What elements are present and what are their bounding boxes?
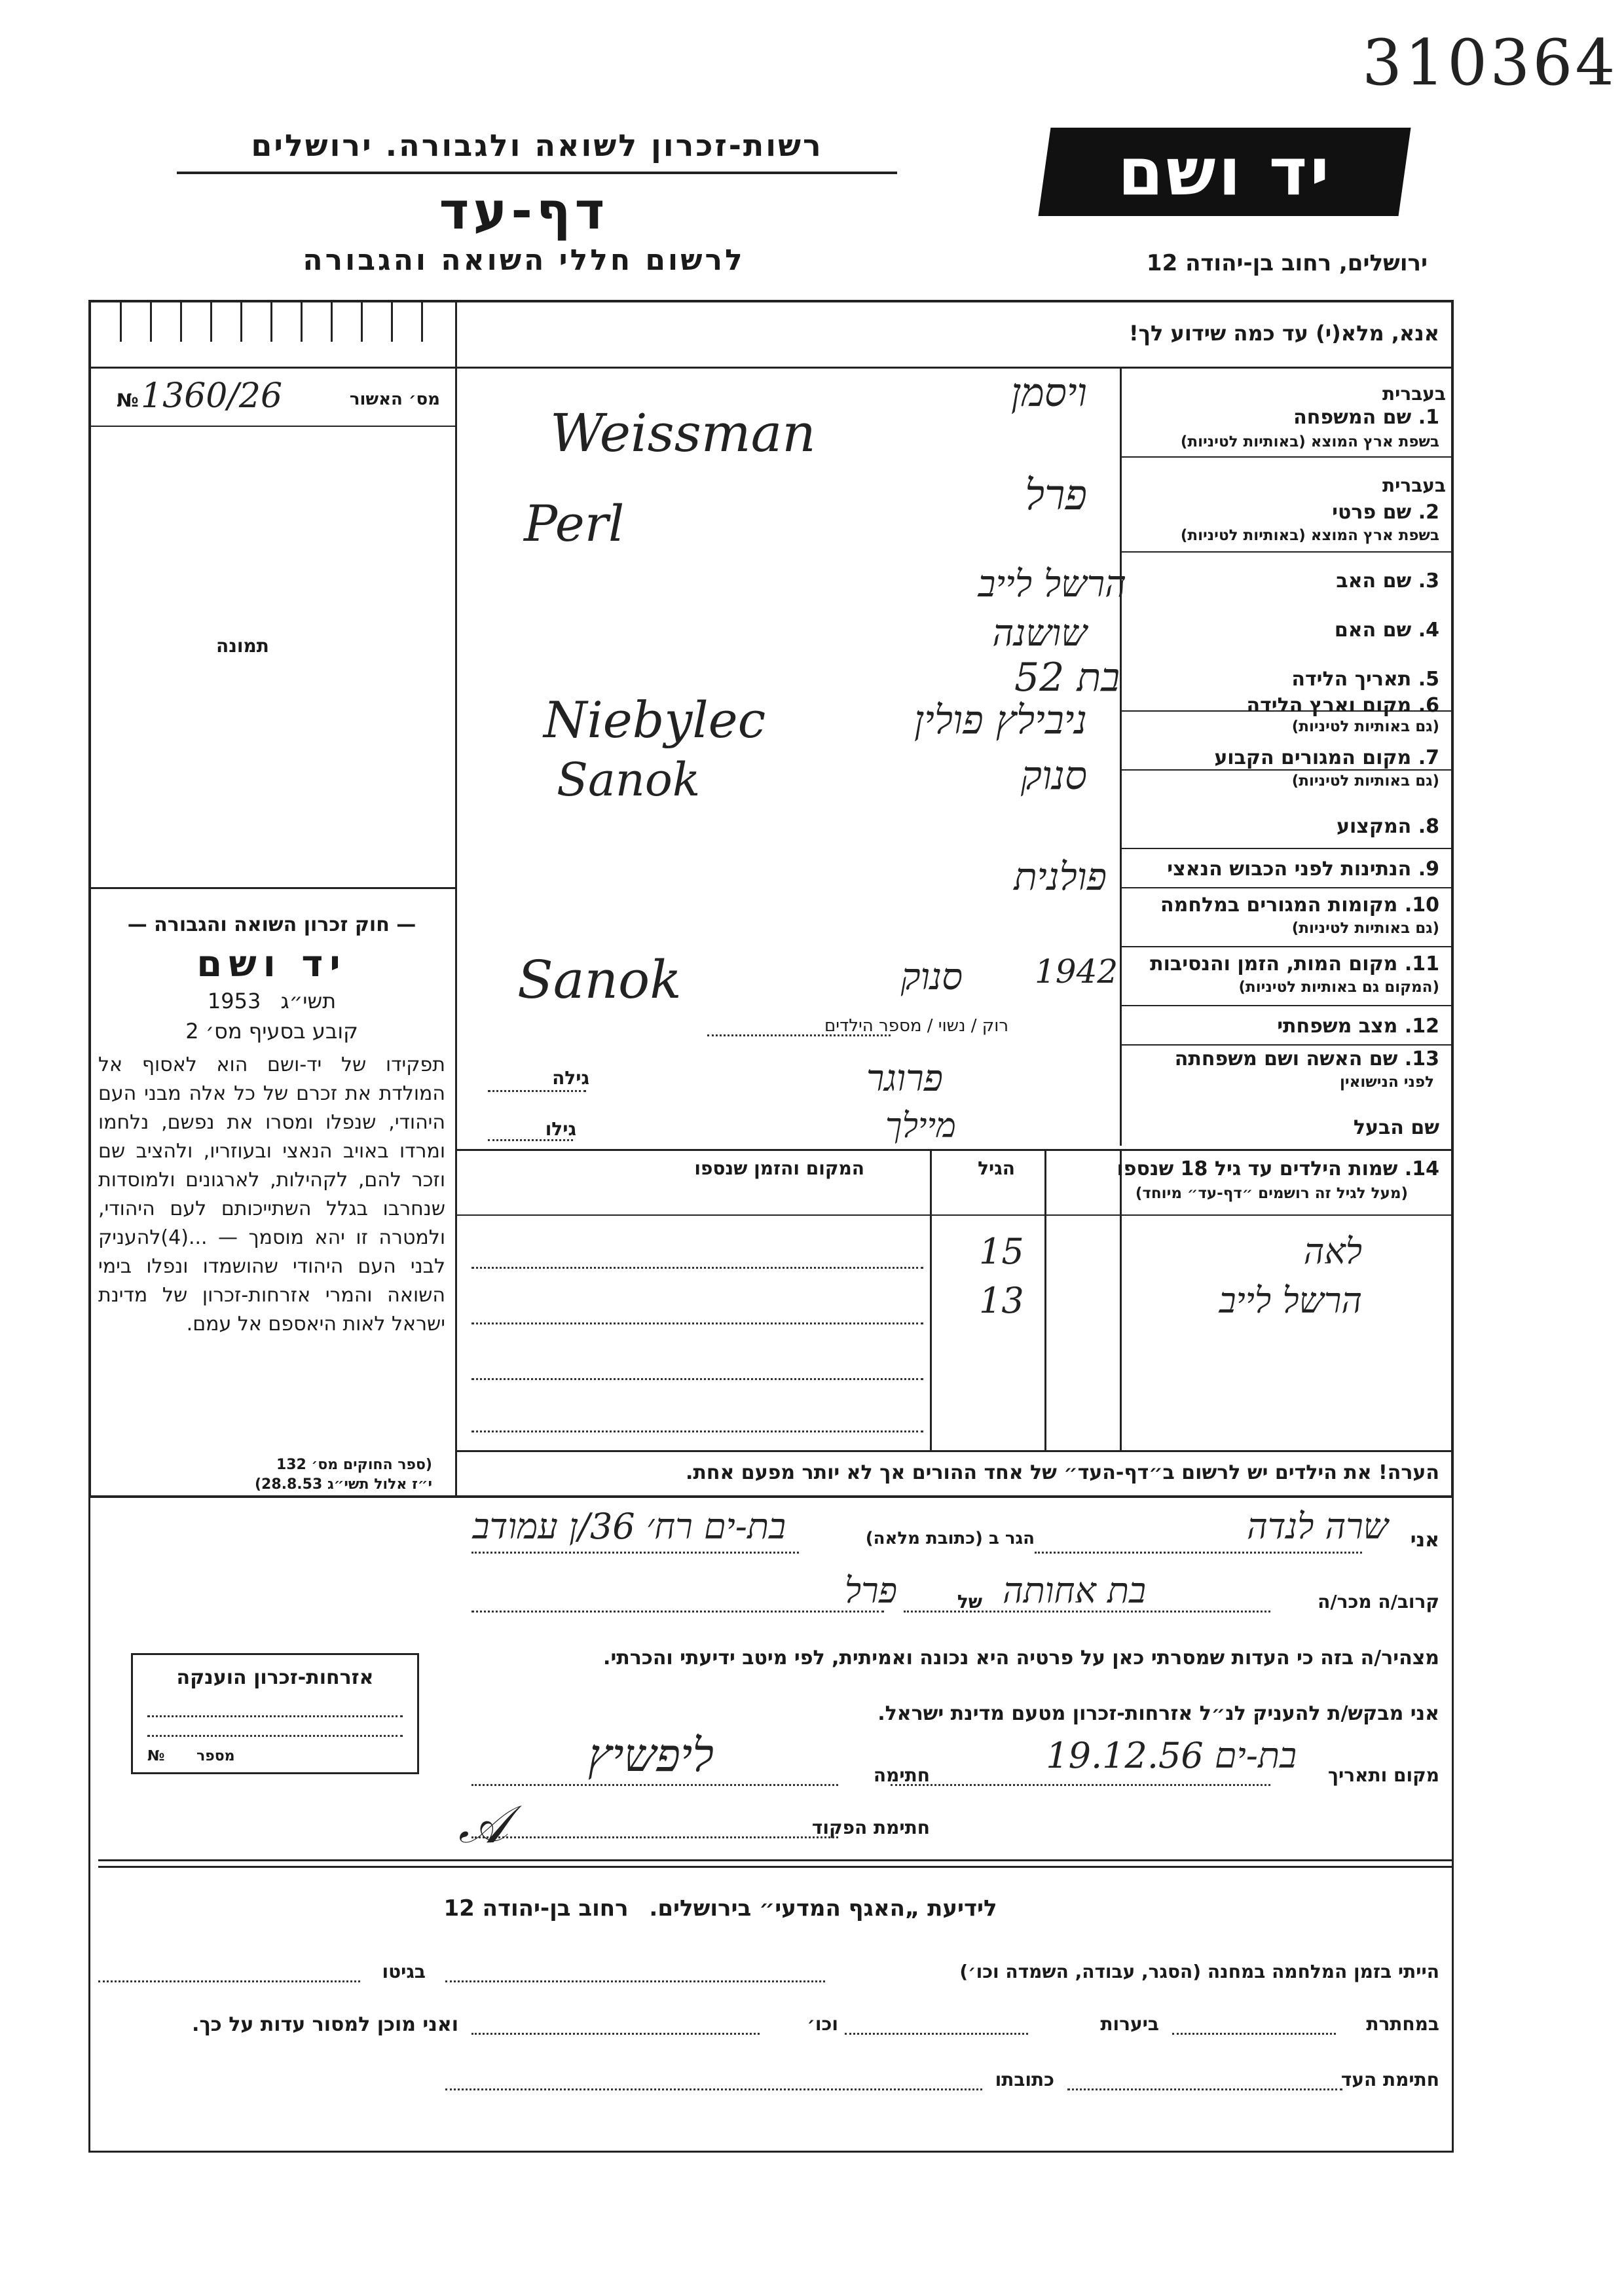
first-name-latin[interactable]: Perl: [524, 494, 625, 553]
declarant-name[interactable]: שרה לנדה: [1247, 1506, 1388, 1547]
note-text: הערה! את הילדים יש לרשום ב״דף-העד״ של אחד ההורים אך לא יותר מפעם אחת.: [686, 1461, 1439, 1484]
law-title: — חוק זכרון השואה והגבורה —: [127, 913, 416, 936]
family-name-latin[interactable]: Weissman: [550, 403, 816, 464]
law-year-row: [98, 989, 445, 1013]
field-13-label: 13. שם האשה ושם משפחתה: [1174, 1048, 1439, 1070]
birth-date[interactable]: בת 52: [1014, 655, 1120, 701]
wife-name[interactable]: פרוגר: [866, 1057, 943, 1100]
field-11-sub: (המקום גם באותיות לטיניות): [1238, 979, 1439, 996]
citizenship-box-number-label: מספר: [196, 1748, 235, 1764]
place-date-label: מקום ותאריך: [1327, 1764, 1439, 1786]
mother-name[interactable]: שושנה: [992, 612, 1087, 655]
family-name-hebrew[interactable]: ויסמן: [1010, 370, 1087, 416]
field-5-label: 5. תאריך הלידה: [1291, 668, 1439, 691]
husband-age-label: גילו: [545, 1118, 576, 1140]
etc-text: וכו׳: [807, 2013, 838, 2035]
relation-of-label: של: [957, 1591, 982, 1613]
field-6-sub: (גם באותיות לטיניות): [1291, 718, 1439, 735]
declarant-resides-label: הגר ב (כתובת מלאה): [865, 1529, 1035, 1548]
children-sub: (מעל לגיל זה רושמים ״דף-עד״ מיוחד): [1135, 1185, 1408, 1202]
law-source-2: י״ז אלול תשי״ג 28.8.53): [254, 1476, 432, 1493]
approval-no-symbol: №: [117, 390, 139, 411]
marital-options: רוק / נשוי / מספר הילדים: [824, 1016, 1008, 1036]
approval-number[interactable]: 1360/26: [141, 376, 283, 416]
field-12-label: 12. מצב משפחתי: [1277, 1015, 1439, 1038]
field-1-sub: בשפת ארץ המוצא (באותיות לטיניות): [1180, 433, 1439, 450]
hebrew-label-1: בעברית: [1382, 383, 1446, 405]
death-place-latin[interactable]: Sanok: [517, 949, 682, 1010]
relation-of-name[interactable]: פרל: [844, 1570, 897, 1611]
field-8-label: 8. המקצוע: [1336, 815, 1439, 838]
relation-label: קרוב/ה מכר/ה: [1318, 1591, 1439, 1613]
request-text: אני מבקש/ת להעניק לנ״ל אזרחות-זכרון מטעם מדינת ישראל.: [877, 1702, 1439, 1725]
field-2-label: 2. שם פרטי: [1332, 501, 1439, 524]
residence-hebrew[interactable]: סנוק: [1020, 753, 1087, 799]
citizenship[interactable]: פולנית: [1014, 854, 1107, 899]
children-col-place: המקום והזמן שנספו: [694, 1157, 864, 1179]
birth-place-hebrew[interactable]: ניבילץ פולין: [913, 697, 1087, 743]
camp-text: הייתי בזמן המלחמה במחנה (הסגר, עבודה, השמדה וכו׳): [959, 1961, 1439, 1982]
field-13-sub: לפני הנישואין: [1340, 1074, 1434, 1091]
officer-label: חתימת הפקוד: [811, 1817, 930, 1838]
ghetto-text: בגיטו: [382, 1961, 426, 1982]
bottom-title: לידיעת „האגף המדעי״ בירושלים.: [649, 1895, 997, 1922]
field-11-label: 11. מקום המות, הזמן והנסיבות: [1150, 953, 1439, 975]
husband-label: שם הבעל: [1353, 1116, 1439, 1139]
bottom-address: רחוב בן-יהודה 12: [443, 1895, 629, 1922]
instruction-text: אנא, מלא(י) עד כמה שידוע לך!: [1128, 321, 1439, 346]
child-1-name[interactable]: לאה: [1303, 1231, 1362, 1272]
officer-signature-mark: 𝒜: [458, 1794, 508, 1855]
field-2-sub: בשפת ארץ המוצא (באותיות לטיניות): [1180, 527, 1439, 544]
institution-name: רשות-זכרון לשואה ולגבורה. ירושלים: [251, 128, 823, 163]
logo-text: יד ושם: [1117, 134, 1332, 210]
death-place-hebrew[interactable]: סנוק: [900, 956, 963, 998]
field-7-label: 7. מקום המגורים הקבוע: [1214, 746, 1439, 769]
approval-label: מס׳ האשור: [349, 390, 440, 409]
child-2-age[interactable]: 13: [979, 1280, 1024, 1321]
citizenship-box-title: אזרחות-זכרון הוענקה: [176, 1666, 374, 1689]
law-section: קובע בסעיף מס׳ 2: [185, 1019, 358, 1044]
death-date[interactable]: 1942: [1035, 953, 1118, 991]
hebrew-label-2: בעברית: [1382, 475, 1446, 496]
relation-value[interactable]: בת אחותה: [1003, 1570, 1146, 1611]
declarant-i: אני: [1410, 1529, 1439, 1552]
witness-address-label: כתובתו: [995, 2069, 1054, 2090]
signature-label: חתימה: [873, 1764, 930, 1786]
tick-row: [90, 301, 455, 342]
field-10-label: 10. מקומות המגורים במלחמה: [1160, 894, 1439, 917]
law-body: תפקידו של יד-ושם הוא לאסוף אל המולדת את זכרם של כל אלה מבני העם היהודי, שנפלו ומסרו את נפשם, נלחמו ומרדו באויב הנאצי ובעוזריו, ולהציב שם וזכר להם, לקהילות, לארגונים ולמוסדות שנחרבו בגלל השתייכותם לעם היהודי, ולמטרה זו יהא מוסמך — ...(4)להעניק לבני העם היהודי שהושמדו ונפלו בימי השואה והמרי אזרחות-זכרון של מדינת ישראל לאות היאספם אל עמם.: [98, 1053, 445, 1336]
law-source-1: (ספר החוקים מס׳ 132: [276, 1457, 432, 1473]
field-7-sub: (גם באותיות לטיניות): [1291, 773, 1439, 790]
citizenship-box-no: №: [147, 1748, 165, 1764]
archive-number: 310364: [1362, 26, 1618, 100]
child-2-name[interactable]: הרשל לייב: [1219, 1280, 1362, 1321]
children-label: 14. שמות הילדים עד גיל 18 שנספו: [1116, 1157, 1439, 1180]
forests-text: ביערות: [1100, 2013, 1159, 2035]
father-name[interactable]: הרשל לייב: [978, 563, 1126, 606]
declaration-text: מצהיר/ה בזה כי העדות שמסרתי כאן על פרטיה היא נכונה ואמיתית, לפי מיטב ידיעתי והכרתי.: [603, 1647, 1439, 1669]
birth-place-latin[interactable]: Niebylec: [544, 691, 766, 749]
header-address: ירושלים, רחוב בן-יהודה 12: [1146, 250, 1428, 276]
field-3-label: 3. שם האב: [1336, 570, 1439, 592]
field-4-label: 4. שם האם: [1334, 619, 1439, 642]
underground-text: במחתרת: [1366, 2013, 1439, 2035]
field-1-label: 1. שם המשפחה: [1293, 406, 1439, 429]
husband-name[interactable]: מיילך: [885, 1106, 956, 1146]
place-date-value[interactable]: בת-ים 19.12.56: [1046, 1735, 1297, 1776]
declarant-address[interactable]: בת-ים רח׳ 36/ן עמודב: [472, 1506, 786, 1547]
bottom-title-row: [262, 1895, 1179, 1922]
signature-value[interactable]: ליפשיץ: [587, 1728, 714, 1782]
law-year-heb: תשי״ג: [280, 989, 337, 1013]
witness-signature-label: חתימת העד: [1340, 2069, 1439, 2090]
form-subtitle: לרשום חללי השואה והגבורה: [303, 244, 745, 277]
yad-vashem-logo: [1039, 128, 1411, 216]
wife-age-label: גילה: [552, 1067, 589, 1089]
law-name: יד ושם: [196, 943, 347, 985]
field-10-sub: (גם באותיות לטיניות): [1291, 920, 1439, 937]
children-col-age: הגיל: [978, 1157, 1015, 1179]
child-1-age[interactable]: 15: [979, 1231, 1024, 1272]
willing-text: ואני מוכן למסור עדות על כך.: [192, 2013, 458, 2036]
form-title: דף-עד: [439, 182, 609, 241]
field-6-label: 6. מקום וארץ הלידה: [1246, 694, 1439, 717]
first-name-hebrew[interactable]: פרל: [1025, 471, 1087, 520]
photo-label: תמונה: [216, 635, 269, 657]
law-year: 1953: [207, 989, 261, 1013]
field-9-label: 9. הנתינות לפני הכבוש הנאצי: [1167, 858, 1439, 881]
residence-latin[interactable]: Sanok: [557, 753, 701, 807]
